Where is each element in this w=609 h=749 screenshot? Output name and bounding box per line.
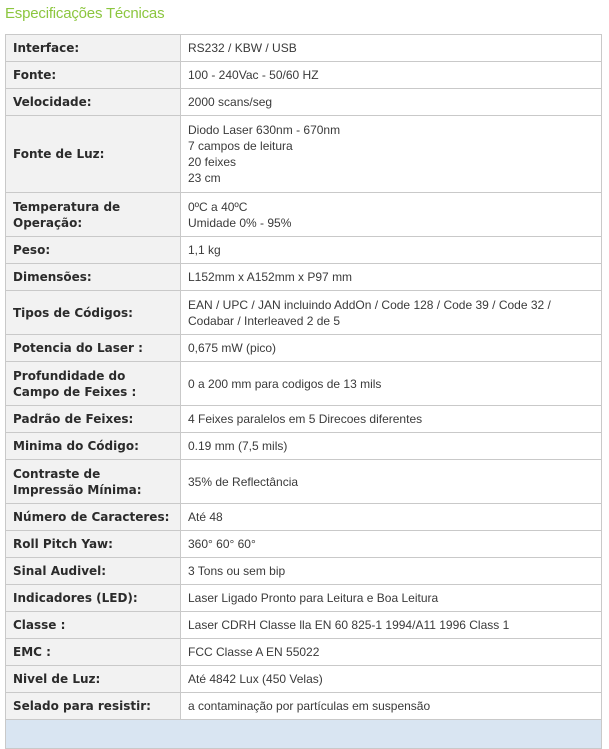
spec-row [6, 612, 602, 639]
spec-value [181, 62, 602, 89]
spec-label: Tipos de Códigos: [6, 291, 181, 335]
spec-row [6, 237, 602, 264]
spec-row [6, 62, 602, 89]
spec-row [6, 362, 602, 406]
spec-value [181, 558, 602, 585]
spec-value [181, 666, 602, 693]
spec-value-line: 360° 60° 60° [188, 537, 256, 551]
spec-row [6, 504, 602, 531]
page-title: Especificações Técnicas [5, 5, 165, 22]
spec-value-line: Codabar / Interleaved 2 de 5 [188, 313, 341, 328]
spec-value-line: 2000 scans/seg [188, 95, 273, 109]
spec-value [181, 639, 602, 666]
spec-label: Classe : [6, 612, 181, 639]
spec-value-line: 100 - 240Vac - 50/60 HZ [188, 68, 319, 82]
spec-value [181, 237, 602, 264]
spec-label: Potencia do Laser : [6, 335, 181, 362]
spec-label: Selado para resistir: [6, 693, 181, 720]
table-footer [6, 720, 602, 749]
spec-row [6, 89, 602, 116]
spec-row [6, 585, 602, 612]
spec-label: Padrão de Feixes: [6, 406, 181, 433]
spec-value-line: RS232 / KBW / USB [188, 41, 297, 55]
spec-row [6, 558, 602, 585]
spec-row [6, 291, 602, 335]
spec-value-line: Laser CDRH Classe lla EN 60 825-1 1994/A11 1996 Class 1 [188, 618, 510, 632]
spec-value-line: Diodo Laser 630nm - 670nm [188, 123, 341, 137]
spec-value-line: L152mm x A152mm x P97 mm [188, 270, 353, 284]
spec-row [6, 264, 602, 291]
spec-value-line: 35% de Reflectância [188, 474, 299, 489]
spec-value-line: a contaminação por partículas em suspensão [188, 699, 431, 713]
spec-label: Minima do Código: [6, 433, 181, 460]
spec-row [6, 433, 602, 460]
spec-value-line: 7 campos de leitura [188, 139, 293, 153]
spec-value-line: 20 feixes [188, 155, 237, 169]
spec-value [181, 612, 602, 639]
spec-label: Profundidade do Campo de Feixes : [6, 362, 181, 406]
spec-value-line: 23 cm [188, 171, 221, 185]
spec-value [181, 335, 602, 362]
spec-value [181, 531, 602, 558]
spec-label: Temperatura de Operação: [6, 193, 181, 237]
spec-value [181, 460, 602, 504]
spec-value [181, 693, 602, 720]
spec-value-line: FCC Classe A EN 55022 [188, 645, 320, 659]
spec-value-line: 0.19 mm (7,5 mils) [188, 439, 288, 453]
spec-value [181, 291, 602, 335]
spec-label: Fonte: [6, 62, 181, 89]
spec-value-line: 3 Tons ou sem bip [188, 564, 286, 578]
spec-label: Roll Pitch Yaw: [6, 531, 181, 558]
spec-row [6, 639, 602, 666]
spec-label: Fonte de Luz: [6, 116, 181, 193]
spec-label: EMC : [6, 639, 181, 666]
spec-row [6, 193, 602, 237]
spec-value-line: 1,1 kg [188, 243, 221, 257]
spec-row [6, 406, 602, 433]
spec-value [181, 264, 602, 291]
spec-value-line: 0,675 mW (pico) [188, 341, 277, 355]
spec-value-line: Umidade 0% - 95% [188, 215, 292, 230]
spec-value-line: 4 Feixes paralelos em 5 Direcoes diferentes [188, 412, 423, 426]
spec-row [6, 460, 602, 504]
spec-value [181, 433, 602, 460]
spec-value-line: EAN / UPC / JAN incluindo AddOn / Code 128 / Code 39 / Code 32 / [188, 297, 551, 312]
spec-label: Nivel de Luz: [6, 666, 181, 693]
spec-value [181, 406, 602, 433]
spec-label: Velocidade: [6, 89, 181, 116]
specs-table [5, 34, 602, 749]
spec-label: Sinal Audivel: [6, 558, 181, 585]
spec-value [181, 362, 602, 406]
spec-label: Indicadores (LED): [6, 585, 181, 612]
spec-value [181, 89, 602, 116]
spec-value [181, 585, 602, 612]
spec-row [6, 693, 602, 720]
spec-value [181, 193, 602, 237]
spec-value [181, 116, 602, 193]
spec-label: Dimensões: [6, 264, 181, 291]
spec-value-line: Até 4842 Lux (450 Velas) [188, 672, 323, 686]
table-footer-cell [6, 720, 602, 749]
spec-row [6, 35, 602, 62]
spec-label: Contraste de Impressão Mínima: [6, 460, 181, 504]
spec-row [6, 531, 602, 558]
spec-row [6, 666, 602, 693]
spec-value-line: Até 48 [188, 510, 223, 524]
spec-value [181, 35, 602, 62]
spec-label: Interface: [6, 35, 181, 62]
spec-label: Número de Caracteres: [6, 504, 181, 531]
spec-label: Peso: [6, 237, 181, 264]
spec-row [6, 116, 602, 193]
spec-value-line: 0ºC a 40ºC [188, 199, 248, 214]
spec-value [181, 504, 602, 531]
spec-row [6, 335, 602, 362]
spec-value-line: 0 a 200 mm para codigos de 13 mils [188, 376, 382, 391]
spec-value-line: Laser Ligado Pronto para Leitura e Boa Leitura [188, 591, 439, 605]
